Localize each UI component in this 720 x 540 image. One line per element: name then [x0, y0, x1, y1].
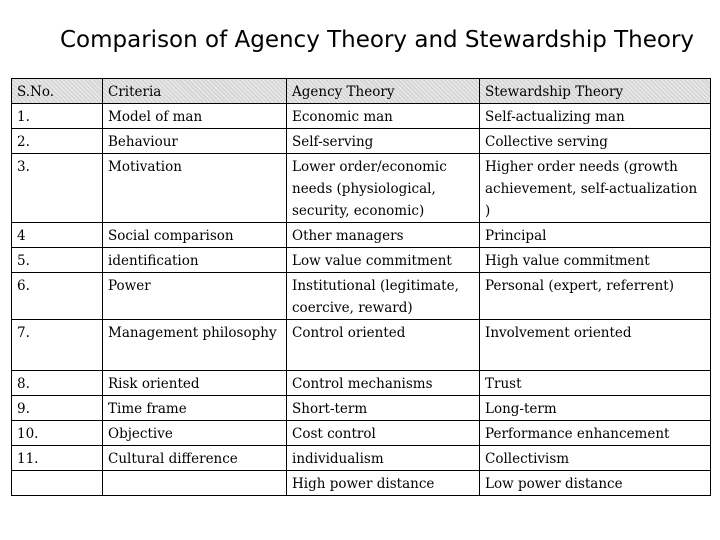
- cell-criteria: Cultural difference: [103, 446, 287, 471]
- cell-criteria: Behaviour: [103, 129, 287, 154]
- header-sno: S.No.: [12, 79, 103, 104]
- cell-sno: 3.: [12, 154, 103, 223]
- cell-agency: Lower order/economic needs (physiological, security, economic): [287, 154, 480, 223]
- cell-agency: Cost control: [287, 421, 480, 446]
- cell-stewardship: Long-term: [480, 396, 711, 421]
- cell-sno: 5.: [12, 248, 103, 273]
- slide-title: Comparison of Agency Theory and Stewardship Theory: [60, 27, 695, 53]
- cell-criteria: Management philosophy: [103, 320, 287, 371]
- cell-sno: 9.: [12, 396, 103, 421]
- cell-agency: Low value commitment: [287, 248, 480, 273]
- cell-sno: 1.: [12, 104, 103, 129]
- table-row: [12, 396, 711, 421]
- cell-agency: individualism: [287, 446, 480, 471]
- cell-agency: Institutional (legitimate, coercive, reward): [287, 273, 480, 320]
- cell-stewardship: High value commitment: [480, 248, 711, 273]
- cell-agency: Control oriented: [287, 320, 480, 371]
- cell-sno: 4: [12, 223, 103, 248]
- cell-agency: Short-term: [287, 396, 480, 421]
- cell-sno: 7.: [12, 320, 103, 371]
- cell-criteria: Power: [103, 273, 287, 320]
- header-agency-theory: Agency Theory: [287, 79, 480, 104]
- table-row: [12, 223, 711, 248]
- cell-stewardship: Trust: [480, 371, 711, 396]
- cell-agency: High power distance: [287, 471, 480, 496]
- cell-criteria: Time frame: [103, 396, 287, 421]
- header-stewardship-theory: Stewardship Theory: [480, 79, 711, 104]
- cell-stewardship: Low power distance: [480, 471, 711, 496]
- cell-sno: 6.: [12, 273, 103, 320]
- cell-stewardship: Personal (expert, referrent): [480, 273, 711, 320]
- cell-criteria: Objective: [103, 421, 287, 446]
- table-row: [12, 446, 711, 471]
- cell-agency: Other managers: [287, 223, 480, 248]
- cell-criteria: Model of man: [103, 104, 287, 129]
- cell-agency: Economic man: [287, 104, 480, 129]
- cell-sno: [12, 471, 103, 496]
- header-criteria: Criteria: [103, 79, 287, 104]
- cell-stewardship: Collectivism: [480, 446, 711, 471]
- cell-stewardship: Self-actualizing man: [480, 104, 711, 129]
- cell-criteria: Risk oriented: [103, 371, 287, 396]
- cell-agency: Control mechanisms: [287, 371, 480, 396]
- cell-criteria: Social comparison: [103, 223, 287, 248]
- table-row: [12, 471, 711, 496]
- cell-stewardship: Higher order needs (growth achievement, self-actualization ): [480, 154, 711, 223]
- comparison-table: [11, 78, 711, 496]
- cell-stewardship: Involvement oriented: [480, 320, 711, 371]
- table-row: [12, 320, 711, 371]
- cell-criteria: identification: [103, 248, 287, 273]
- cell-stewardship: Collective serving: [480, 129, 711, 154]
- cell-criteria: [103, 471, 287, 496]
- table-row: [12, 421, 711, 446]
- table-row: [12, 104, 711, 129]
- table-row: [12, 248, 711, 273]
- cell-criteria: Motivation: [103, 154, 287, 223]
- cell-stewardship: Performance enhancement: [480, 421, 711, 446]
- cell-agency: Self-serving: [287, 129, 480, 154]
- table-row: [12, 273, 711, 320]
- table-row: [12, 154, 711, 223]
- table-row: [12, 129, 711, 154]
- table-header-row: [12, 79, 711, 104]
- cell-sno: 2.: [12, 129, 103, 154]
- cell-sno: 8.: [12, 371, 103, 396]
- cell-stewardship: Principal: [480, 223, 711, 248]
- table-row: [12, 371, 711, 396]
- cell-sno: 11.: [12, 446, 103, 471]
- cell-sno: 10.: [12, 421, 103, 446]
